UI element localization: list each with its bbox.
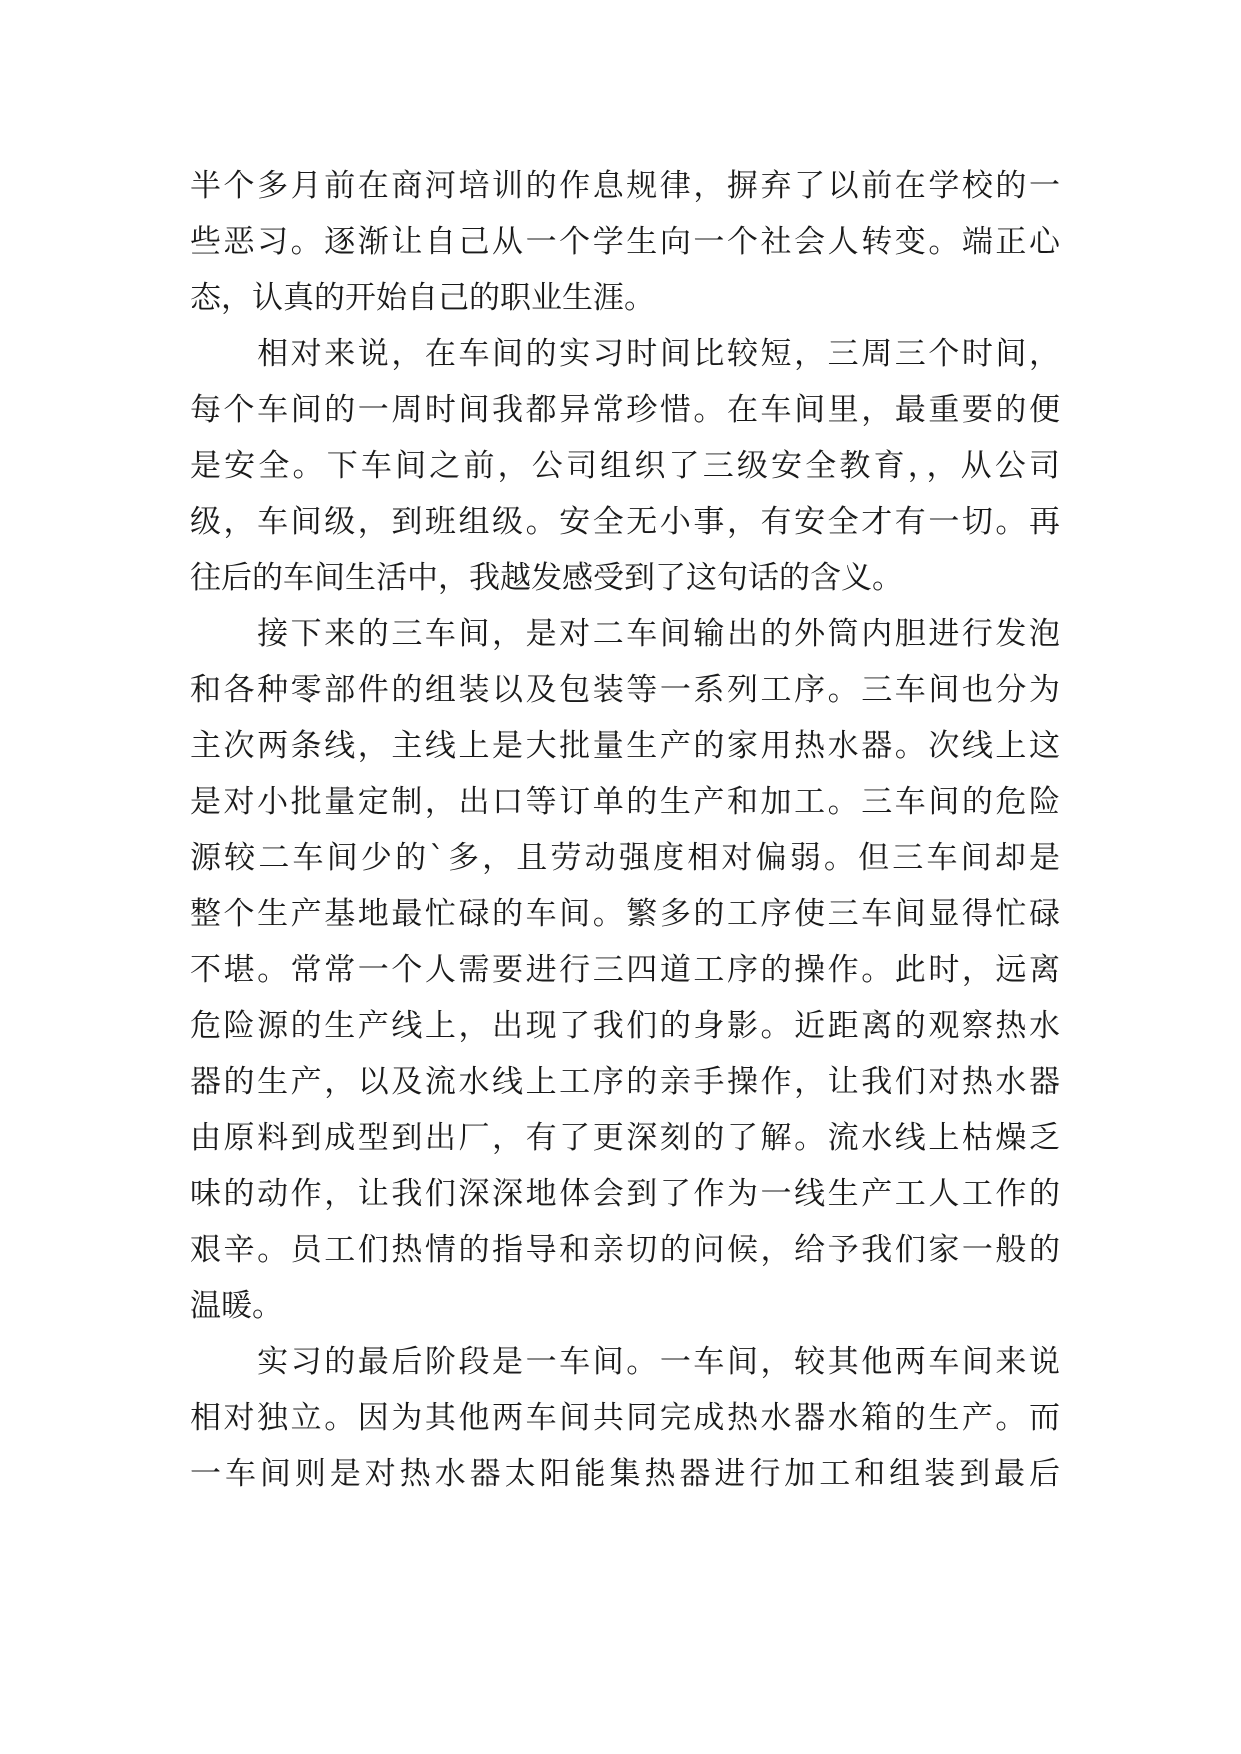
text-line: 是安全。下车间之前，公司组织了三级安全教育，，从公司 bbox=[190, 448, 1060, 484]
text-line: 相对来说，在车间的实习时间比较短，三周三个时间， bbox=[190, 336, 1060, 372]
text-line: 主次两条线，主线上是大批量生产的家用热水器。次线上这 bbox=[190, 728, 1060, 764]
text-line: 接下来的三车间，是对二车间输出的外筒内胆进行发泡 bbox=[190, 616, 1060, 652]
text-line: 是对小批量定制，出口等订单的生产和加工。三车间的危险 bbox=[190, 784, 1060, 820]
text-line: 些恶习。逐渐让自己从一个学生向一个社会人转变。端正心 bbox=[190, 224, 1060, 260]
text-line: 味的动作，让我们深深地体会到了作为一线生产工人工作的 bbox=[190, 1176, 1060, 1212]
text-line: 半个多月前在商河培训的作息规律，摒弃了以前在学校的一 bbox=[190, 168, 1060, 204]
text-line: 每个车间的一周时间我都异常珍惜。在车间里，最重要的便 bbox=[190, 392, 1060, 428]
text-line: 器的生产，以及流水线上工序的亲手操作，让我们对热水器 bbox=[190, 1064, 1060, 1100]
document-body bbox=[190, 158, 1060, 1502]
text-line: 往后的车间生活中，我越发感受到了这句话的含义。 bbox=[190, 560, 903, 596]
text-line: 源较二车间少的`多，且劳动强度相对偏弱。但三车间却是 bbox=[190, 840, 1060, 876]
text-line: 态，认真的开始自己的职业生涯。 bbox=[190, 280, 655, 316]
text-line: 和各种零部件的组装以及包装等一系列工序。三车间也分为 bbox=[190, 672, 1060, 708]
text-line: 不堪。常常一个人需要进行三四道工序的操作。此时，远离 bbox=[190, 952, 1060, 988]
text-line: 整个生产基地最忙碌的车间。繁多的工序使三车间显得忙碌 bbox=[190, 896, 1060, 932]
text-line: 级，车间级，到班组级。安全无小事，有安全才有一切。再 bbox=[190, 504, 1060, 540]
text-line: 艰辛。员工们热情的指导和亲切的问候，给予我们家一般的 bbox=[190, 1232, 1060, 1268]
text-line: 温暖。 bbox=[190, 1288, 283, 1324]
text-line: 危险源的生产线上，出现了我们的身影。近距离的观察热水 bbox=[190, 1008, 1060, 1044]
text-line: 由原料到成型到出厂，有了更深刻的了解。流水线上枯燥乏 bbox=[190, 1120, 1060, 1156]
text-line: 一车间则是对热水器太阳能集热器进行加工和组装到最后 bbox=[190, 1456, 1060, 1492]
text-line: 实习的最后阶段是一车间。一车间，较其他两车间来说 bbox=[190, 1344, 1060, 1380]
text-line: 相对独立。因为其他两车间共同完成热水器水箱的生产。而 bbox=[190, 1400, 1060, 1436]
